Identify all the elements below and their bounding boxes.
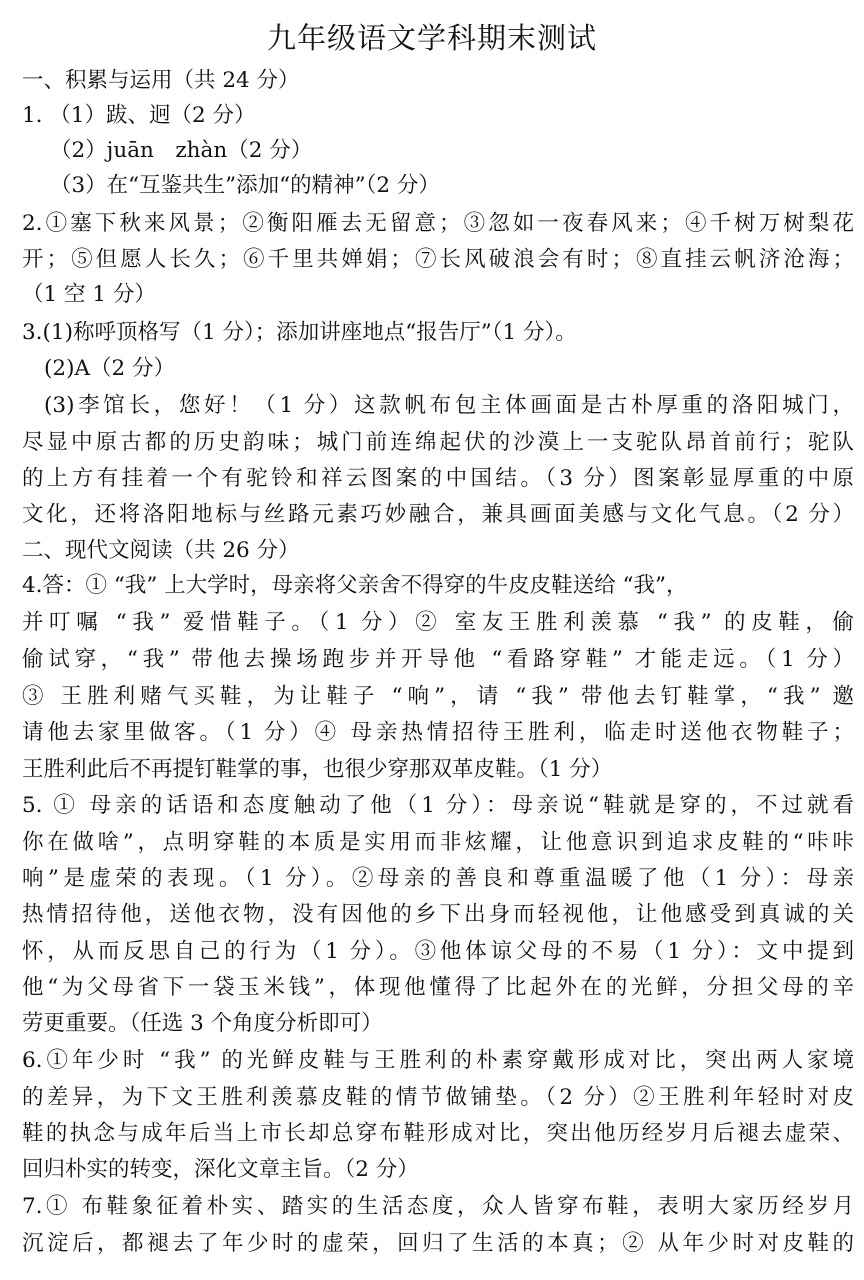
answer-line: 7.① 布鞋象征着朴实、踏实的生活态度，众人皆穿布鞋，表明大家历经岁月 <box>22 1194 854 1219</box>
answer-line: 1. （1）跋、迥（2 分） <box>22 103 256 128</box>
answer-line: 请他去家里做客。（1 分）④ 母亲热情招待王胜利，临走时送他衣物鞋子； <box>22 720 854 745</box>
answer-line: 他“为父母省下一袋玉米钱”，体现他懂得了比起外在的光鲜，分担父母的辛 <box>22 975 854 1000</box>
answer-line: ③ 王胜利赌气买鞋，为让鞋子 “响”，请 “我” 带他去钉鞋掌，“我” 邀 <box>22 684 854 709</box>
answer-line: (2)A（2 分） <box>44 356 175 381</box>
answer-line: 怀，从而反思自己的行为（1 分）。③他体谅父母的不易（1 分）：文中提到 <box>22 939 854 964</box>
answer-line: 王胜利此后不再提钉鞋掌的事，也很少穿那双革皮鞋。（1 分） <box>22 757 613 782</box>
answer-line: 沉淀后，都褪去了年少时的虚荣，回归了生活的本真；② 从年少时对皮鞋的 <box>22 1231 854 1256</box>
answer-line: 热情招待他，送他衣物，没有因他的乡下出身而轻视他，让他感受到真诚的关 <box>22 902 854 927</box>
answer-line: 响”是虚荣的表现。（1 分）。②母亲的善良和尊重温暖了他（1 分）：母亲 <box>22 866 854 891</box>
answer-line: 2.①塞下秋来风景；②衡阳雁去无留意；③忽如一夜春风来；④千树万树梨花 <box>22 211 854 236</box>
answer-line: 文化，还将洛阳地标与丝路元素巧妙融合，兼具画面美感与文化气息。（2 分） <box>22 502 854 527</box>
answer-line: （1 空 1 分） <box>22 282 156 307</box>
answer-line: 4.答：① “我” 上大学时，母亲将父亲舍不得穿的牛皮皮鞋送给 “我”， <box>22 573 688 598</box>
section-heading: 一、积累与运用（共 24 分） <box>22 68 300 93</box>
answer-line: (3)李馆长，您好！（1 分）这款帆布包主体画面是古朴厚重的洛阳城门， <box>44 393 854 418</box>
answer-line: 并叮嘱 “我” 爱惜鞋子。（1 分）② 室友王胜利羡慕 “我” 的皮鞋，偷 <box>22 610 854 635</box>
answer-line: （2）juān zhàn（2 分） <box>50 138 313 163</box>
answer-line: 开；⑤但愿人长久；⑥千里共婵娟；⑦长风破浪会有时；⑧直挂云帆济沧海； <box>22 247 854 272</box>
answer-line: 6.①年少时 “我” 的光鲜皮鞋与王胜利的朴素穿戴形成对比，突出两人家境 <box>22 1048 854 1073</box>
answer-line: （3）在“互鉴共生”添加“的精神”（2 分） <box>50 173 440 198</box>
answer-line: 的上方有挂着一个有驼铃和祥云图案的中国结。（3 分）图案彰显厚重的中原 <box>22 466 854 491</box>
answer-line: 你在做啥”，点明穿鞋的本质是实用而非炫耀，让他意识到追求皮鞋的“咔咔 <box>22 830 854 855</box>
answer-line: 回归朴实的转变，深化文章主旨。（2 分） <box>22 1157 419 1182</box>
section-heading: 二、现代文阅读（共 26 分） <box>22 538 300 563</box>
answer-line: 鞋的执念与成年后当上市长却总穿布鞋形成对比，突出他历经岁月后褪去虚荣、 <box>22 1121 854 1146</box>
answer-line: 5. ① 母亲的话语和态度触动了他（1 分）：母亲说“鞋就是穿的，不过就看 <box>22 793 854 818</box>
answer-line: 偷试穿，“我” 带他去操场跑步并开导他 “看路穿鞋” 才能走远。（1 分） <box>22 647 854 672</box>
answer-line: 的差异，为下文王胜利羡慕皮鞋的情节做铺垫。（2 分）②王胜利年轻时对皮 <box>22 1085 854 1110</box>
answer-line: 劳更重要。（任选 3 个角度分析即可） <box>22 1011 383 1036</box>
answer-line: 3.(1)称呼顶格写（1 分）；添加讲座地点“报告厅”（1 分）。 <box>22 320 577 345</box>
answer-line: 尽显中原古都的历史韵味；城门前连绵起伏的沙漠上一支驼队昂首前行；驼队 <box>22 430 854 455</box>
document-title: 九年级语文学科期末测试 <box>266 21 597 55</box>
